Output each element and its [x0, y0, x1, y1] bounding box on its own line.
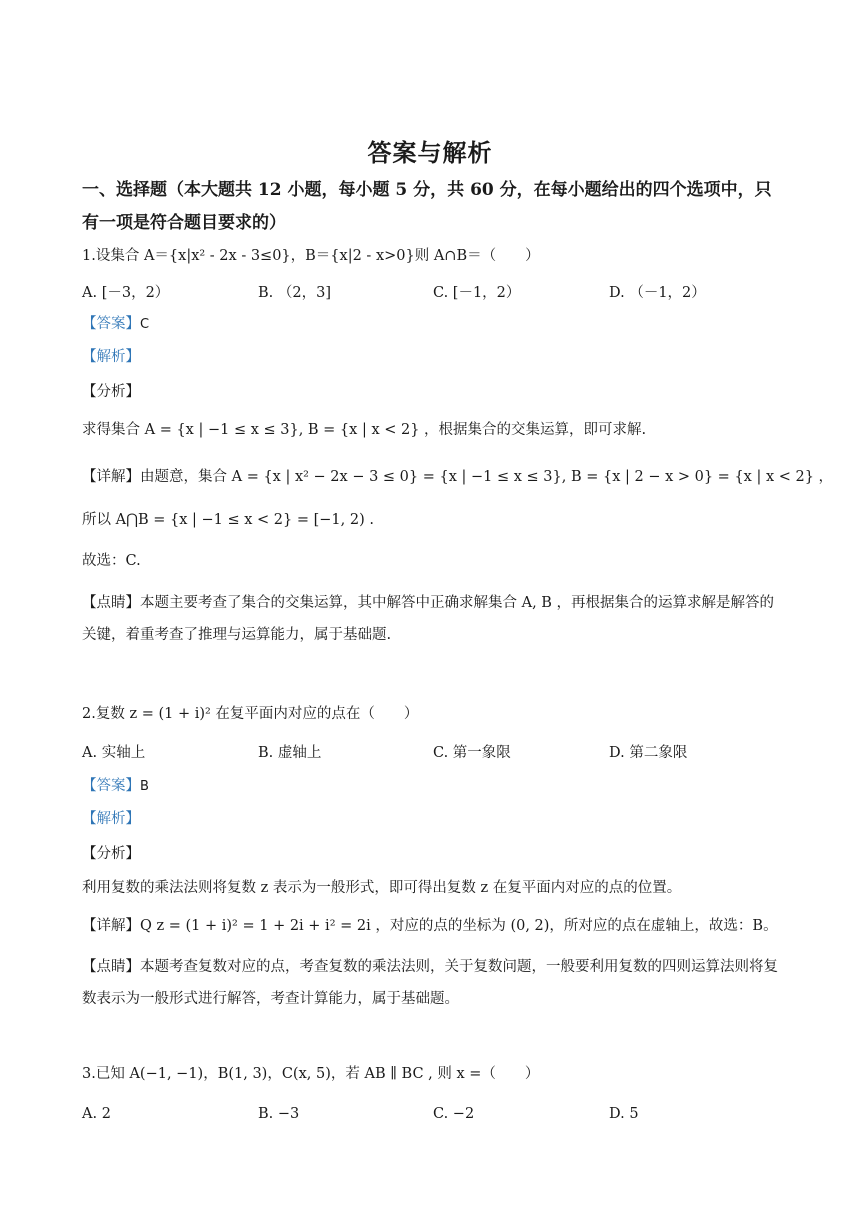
q2-option-b: B. 虚轴上 [258, 745, 322, 761]
fenxi-heading: 【分析】 [82, 846, 140, 862]
section-heading: 一、选择题（本大题共 12 小题，每小题 5 分，共 60 分，在每小题给出的四个选项中，只有一项是符合题目要求的） [82, 180, 772, 233]
q3-option-c: C. −2 [433, 1106, 475, 1122]
analysis-tag: 【解析】 [82, 349, 140, 365]
q1-choose: 故选：C. [82, 553, 141, 569]
q3-option-a: A. 2 [82, 1106, 111, 1122]
q1-option-b: B. （2，3] [258, 285, 331, 301]
q3-stem: 3.已知 A(−1, −1)，B(1, 3)，C(x, 5)，若 AB ∥ BC , 则 x =（ ） [82, 1066, 540, 1082]
q1-fenxi-text: 求得集合 A = {x | −1 ≤ x ≤ 3}, B = {x | x < 2} ，根据集合的交集运算，即可求解. [82, 422, 647, 438]
q1-answer-line [82, 313, 149, 336]
q2-answer-line [82, 775, 149, 798]
q2-comment: 【点睛】本题考查复数对应的点，考查复数的乘法法则，关于复数问题，一般要利用复数的四则运算法则将复数表示为一般形式进行解答，考查计算能力，属于基础题。 [82, 959, 778, 1007]
q1-detail: 【详解】由题意，集合 A = {x | x² − 2x − 3 ≤ 0} = {x | −1 ≤ x ≤ 3}, B = {x | 2 − x > 0} = {x | x < 2} ， [82, 469, 834, 485]
q2-option-d: D. 第二象限 [609, 745, 688, 761]
q2-detail: 【详解】Q z = (1 + i)² = 1 + 2i + i² = 2i ，对应的点的坐标为 (0, 2)，所对应的点在虚轴上，故选：B。 [82, 918, 778, 934]
answer-tag: 【答案】 [82, 778, 140, 794]
q1-option-d: D. （－1，2） [609, 285, 706, 301]
q3-option-b: B. −3 [258, 1106, 300, 1122]
analysis-tag: 【解析】 [82, 811, 140, 827]
fenxi-heading: 【分析】 [82, 384, 140, 400]
q1-stem: 1.设集合 A＝{x|x² - 2x - 3≤0}，B＝{x|2 - x>0}则 A∩B＝（ ） [82, 248, 540, 264]
q3-option-d: D. 5 [609, 1106, 639, 1122]
q2-stem: 2.复数 z = (1 + i)² 在复平面内对应的点在（ ） [82, 706, 419, 722]
answer-tag: 【答案】 [82, 316, 140, 332]
q2-option-c: C. 第一象限 [433, 745, 511, 761]
q2-option-a: A. 实轴上 [82, 745, 146, 761]
answer-value: C [140, 317, 150, 332]
q1-detail-2: 所以 A⋂B = {x | −1 ≤ x < 2} = [−1, 2) . [82, 512, 374, 528]
answer-value: B [140, 779, 149, 794]
q1-option-a: A. [－3，2） [82, 285, 170, 301]
q1-option-c: C. [－1，2） [433, 285, 521, 301]
q1-comment: 【点睛】本题主要考查了集合的交集运算，其中解答中正确求解集合 A, B ，再根据集合的运算求解是解答的关键，着重考查了推理与运算能力，属于基础题. [82, 595, 775, 643]
q2-fenxi-text: 利用复数的乘法法则将复数 z 表示为一般形式，即可得出复数 z 在复平面内对应的点的位置。 [82, 880, 682, 896]
page-title: 答案与解析 [367, 138, 493, 167]
